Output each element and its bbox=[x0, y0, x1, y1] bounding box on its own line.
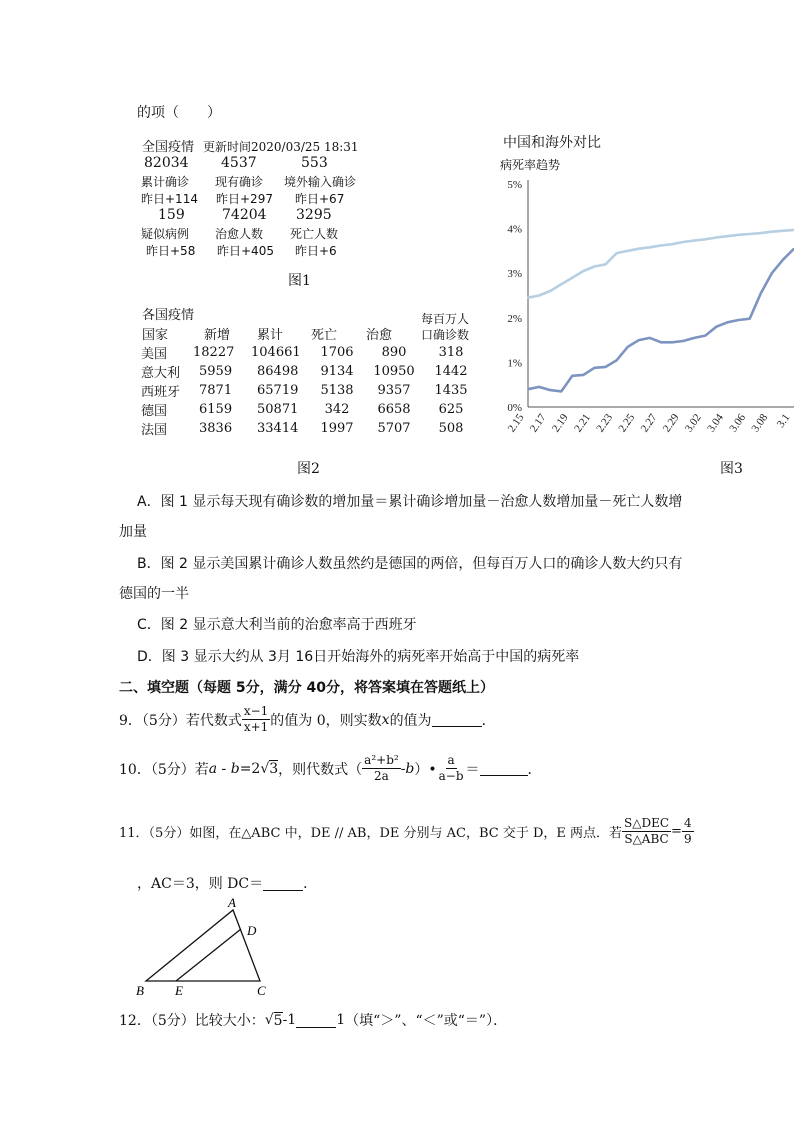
table-cell: 5138 bbox=[320, 383, 354, 398]
q9-variable: x bbox=[381, 711, 390, 728]
data-point bbox=[638, 339, 640, 341]
data-point bbox=[638, 248, 640, 250]
table-cell: 18227 bbox=[193, 345, 235, 360]
table-cell: 德国 bbox=[141, 404, 168, 419]
q10-equals: =2 bbox=[239, 760, 261, 777]
data-point bbox=[549, 290, 551, 292]
table-cell: 318 bbox=[438, 345, 464, 360]
question-10 bbox=[119, 753, 542, 784]
y-tick-label: 3% bbox=[507, 268, 522, 281]
table-cell: 西班牙 bbox=[141, 385, 181, 400]
sqrt-symbol: √ bbox=[260, 760, 270, 777]
table-cell: 7871 bbox=[199, 383, 233, 398]
fig2-title: 各国疫情 bbox=[142, 308, 195, 323]
x-tick-label: 3.04 bbox=[705, 411, 726, 435]
fig1-value: 159 bbox=[158, 207, 185, 223]
x-tick-label: 2.29 bbox=[660, 411, 682, 435]
q9-text: 的值为 0，则实数 bbox=[270, 712, 382, 729]
fig1-value: 553 bbox=[301, 155, 328, 171]
question-11-cont bbox=[137, 873, 317, 893]
fig1-label: 现有确诊 bbox=[215, 175, 264, 189]
q10-equals-2: ＝ bbox=[465, 761, 480, 778]
fig2-header-country: 国家 bbox=[142, 328, 169, 343]
label-b: B bbox=[136, 983, 144, 998]
y-tick-label: 1% bbox=[507, 357, 522, 370]
data-point bbox=[738, 234, 740, 236]
table-cell: 6658 bbox=[377, 402, 411, 417]
fraction-denominator: 2a bbox=[374, 769, 389, 783]
question-12 bbox=[119, 1010, 507, 1030]
data-point bbox=[627, 346, 629, 348]
option-b: B．图 2 显示美国累计确诊人数虽然约是德国的两倍，但每百万人口的确诊人数大约只有 bbox=[137, 556, 683, 572]
label-d: D bbox=[247, 923, 257, 938]
fraction-denominator: S△ABC bbox=[624, 832, 669, 846]
chart-subtitle: 病死率趋势 bbox=[500, 158, 561, 172]
table-cell: 65719 bbox=[257, 383, 299, 398]
option-b-cont: 德国的一半 bbox=[119, 586, 189, 602]
data-point bbox=[693, 240, 695, 242]
fraction-numerator: a bbox=[447, 753, 455, 767]
fig1-update-time: 更新时间2020/03/25 18:31 bbox=[203, 140, 359, 154]
data-point bbox=[571, 375, 573, 377]
q11-text: 11．（5分）如图，在△ABC 中，DE // AB，DE 分别与 AC，BC 交于 D，E 两点．若 bbox=[119, 826, 623, 841]
data-point bbox=[716, 326, 718, 328]
section-heading: 二、填空题（每题 5分，满分 40分，将答案填在答题纸上） bbox=[119, 680, 494, 696]
data-point bbox=[671, 341, 673, 343]
data-point bbox=[738, 319, 740, 321]
table-cell: 6159 bbox=[199, 402, 233, 417]
fig1-delta: 昨日+297 bbox=[216, 192, 273, 206]
fig2-caption: 图2 bbox=[297, 461, 320, 477]
segment-de bbox=[176, 929, 241, 981]
q9-text: 的值为 bbox=[389, 712, 432, 729]
fig1-delta: 昨日+405 bbox=[217, 244, 274, 258]
fig1-value: 3295 bbox=[296, 207, 332, 223]
fig2-header-per-million-2: 口确诊数 bbox=[421, 328, 470, 342]
table-row bbox=[141, 381, 479, 400]
data-point bbox=[716, 237, 718, 239]
q10-minus: - bbox=[400, 760, 406, 777]
data-point bbox=[560, 283, 562, 285]
fig1-delta: 昨日+6 bbox=[295, 244, 337, 258]
fraction-numerator: S△DEC bbox=[624, 816, 670, 830]
triangle-diagram bbox=[130, 893, 280, 1003]
data-point bbox=[560, 390, 562, 392]
data-point bbox=[594, 266, 596, 268]
table-cell: 10950 bbox=[373, 364, 415, 379]
data-point bbox=[605, 366, 607, 368]
table-row bbox=[141, 362, 479, 381]
table-cell: 50871 bbox=[257, 402, 299, 417]
table-row bbox=[141, 400, 479, 419]
data-point bbox=[583, 270, 585, 272]
x-tick-label: 2.17 bbox=[527, 411, 549, 435]
table-cell: 法国 bbox=[141, 423, 168, 438]
data-point bbox=[594, 367, 596, 369]
table-cell: 1706 bbox=[320, 345, 354, 360]
table-cell: 1435 bbox=[434, 383, 468, 398]
answer-blank[interactable] bbox=[263, 876, 303, 891]
data-point bbox=[538, 386, 540, 388]
q9-fraction bbox=[242, 704, 270, 735]
data-point bbox=[605, 263, 607, 265]
question-9 bbox=[119, 704, 496, 735]
data-point bbox=[649, 246, 651, 248]
table-cell: 625 bbox=[438, 402, 464, 417]
q10-variable: b bbox=[405, 760, 415, 777]
y-tick-label: 4% bbox=[507, 223, 522, 236]
data-point bbox=[527, 388, 529, 390]
q12-text: 12．（5分）比较大小： bbox=[119, 1013, 265, 1029]
data-point bbox=[671, 243, 673, 245]
data-point bbox=[616, 359, 618, 361]
data-point bbox=[682, 241, 684, 243]
fig1-delta: 昨日+114 bbox=[141, 192, 198, 206]
data-point bbox=[660, 341, 662, 343]
table-cell: 3836 bbox=[199, 421, 233, 436]
data-point bbox=[682, 340, 684, 342]
question-11 bbox=[119, 816, 694, 847]
option-d: D．图 3 显示大约从 3月 16日开始海外的病死率开始高于中国的病死率 bbox=[137, 649, 580, 665]
fig1-caption: 图1 bbox=[288, 273, 311, 289]
fig1-label: 死亡人数 bbox=[290, 227, 339, 241]
q10-close: ）• bbox=[414, 761, 437, 778]
fig1-label: 疑似病例 bbox=[141, 227, 190, 241]
x-tick-label: 3.1 bbox=[774, 411, 793, 430]
series-line-1 bbox=[528, 230, 794, 298]
table-cell: 5959 bbox=[199, 364, 233, 379]
triangle-abc bbox=[146, 910, 260, 981]
data-point bbox=[727, 235, 729, 237]
q10-expression: a - b bbox=[208, 760, 240, 777]
answer-blank[interactable] bbox=[432, 712, 482, 727]
fig1-label: 累计确诊 bbox=[141, 175, 190, 189]
data-point bbox=[704, 238, 706, 240]
q11-text: ，AC＝3，则 DC＝ bbox=[137, 876, 264, 892]
y-tick-label: 0% bbox=[507, 402, 522, 414]
fraction-numerator: 4 bbox=[683, 816, 692, 830]
fig2-header-per-million-1: 每百万人 bbox=[421, 312, 470, 326]
option-c: C．图 2 显示意大利当前的治愈率高于西班牙 bbox=[137, 617, 417, 633]
q10-end: ． bbox=[527, 761, 542, 778]
label-e: E bbox=[175, 983, 183, 998]
data-point bbox=[627, 250, 629, 252]
x-tick-label: 3.02 bbox=[682, 411, 704, 435]
y-tick-label: 2% bbox=[507, 312, 522, 325]
data-point bbox=[782, 259, 784, 261]
data-point bbox=[771, 272, 773, 274]
label-c: C bbox=[257, 983, 266, 998]
answer-blank[interactable] bbox=[296, 1013, 336, 1028]
fig2-header-deaths: 死亡 bbox=[311, 328, 338, 343]
fig2-header-cured: 治愈 bbox=[366, 328, 393, 343]
q10-text: 10．（5分）若 bbox=[119, 761, 209, 778]
q9-end: ． bbox=[481, 712, 496, 729]
data-point bbox=[760, 232, 762, 234]
q10-fraction-2 bbox=[437, 753, 466, 784]
fig2-header-total: 累计 bbox=[257, 328, 284, 343]
x-tick-label: 2.15 bbox=[505, 411, 527, 435]
q11-ratio-value bbox=[682, 816, 694, 847]
option-a-cont: 加量 bbox=[119, 524, 147, 540]
table-cell: 104661 bbox=[251, 345, 301, 360]
q11-end: ． bbox=[303, 876, 318, 892]
x-tick-label: 2.21 bbox=[572, 411, 593, 435]
fraction-numerator: a²+b² bbox=[364, 753, 399, 767]
q12-minus: -1 bbox=[282, 1012, 297, 1028]
radicand: 5 bbox=[273, 1012, 283, 1029]
data-point bbox=[749, 233, 751, 235]
fig2-table bbox=[141, 343, 479, 438]
x-tick-label: 3.06 bbox=[727, 411, 749, 435]
table-cell: 890 bbox=[381, 345, 407, 360]
fraction-numerator: x−1 bbox=[243, 704, 269, 718]
data-point bbox=[693, 337, 695, 339]
fig1-label: 境外输入确诊 bbox=[284, 175, 357, 189]
table-cell: 9357 bbox=[377, 383, 411, 398]
x-tick-label: 2.23 bbox=[594, 411, 616, 435]
table-cell: 美国 bbox=[141, 347, 168, 362]
sqrt-symbol: √ bbox=[264, 1012, 274, 1028]
table-cell: 9134 bbox=[320, 364, 354, 379]
q10-fraction-1 bbox=[362, 753, 401, 784]
data-point bbox=[771, 231, 773, 233]
option-a: A．图 1 显示每天现有确诊数的增加量＝累计确诊增加量－治愈人数增加量－死亡人数增 bbox=[137, 494, 683, 510]
data-point bbox=[749, 318, 751, 320]
x-tick-label: 2.25 bbox=[616, 411, 638, 435]
fig1-value: 74204 bbox=[222, 207, 267, 223]
q12-text: （填“＞”、“＜”或“＝”）． bbox=[345, 1013, 508, 1029]
data-point bbox=[660, 245, 662, 247]
data-point bbox=[616, 252, 618, 254]
fig1-delta: 昨日+67 bbox=[295, 192, 345, 206]
table-cell: 1442 bbox=[434, 364, 468, 379]
chart-title: 中国和海外对比 bbox=[503, 135, 601, 151]
data-point bbox=[649, 337, 651, 339]
table-cell: 86498 bbox=[257, 364, 299, 379]
data-point bbox=[704, 335, 706, 337]
table-cell: 1997 bbox=[320, 421, 354, 436]
x-tick-label: 3.08 bbox=[749, 411, 771, 435]
series-line-2 bbox=[528, 249, 794, 392]
q9-text: 9．（5分）若代数式 bbox=[119, 712, 242, 729]
q12-one: 1 bbox=[336, 1012, 346, 1028]
data-point bbox=[782, 230, 784, 232]
data-point bbox=[583, 374, 585, 376]
fraction-denominator: x+1 bbox=[243, 720, 269, 734]
table-cell: 5707 bbox=[377, 421, 411, 436]
table-cell: 33414 bbox=[257, 421, 299, 436]
q10-text: ，则代数式（ bbox=[278, 761, 363, 778]
table-row bbox=[141, 419, 479, 438]
line-chart bbox=[490, 170, 794, 450]
radicand: 3 bbox=[269, 761, 279, 777]
y-tick-label: 5% bbox=[507, 179, 522, 191]
data-point bbox=[727, 321, 729, 323]
fig1-value: 82034 bbox=[144, 155, 189, 171]
x-tick-label: 2.19 bbox=[549, 411, 571, 435]
x-tick-label: 2.27 bbox=[638, 411, 660, 435]
fig1-header: 全国疫情 bbox=[142, 140, 195, 155]
table-row bbox=[141, 343, 479, 362]
fraction-denominator: a−b bbox=[438, 769, 464, 783]
fig1-value: 4537 bbox=[221, 155, 257, 171]
fraction-denominator: 9 bbox=[683, 832, 692, 846]
data-point bbox=[549, 389, 551, 391]
question-stem-tail: 的项（ ） bbox=[137, 105, 221, 121]
data-point bbox=[571, 277, 573, 279]
data-point bbox=[760, 292, 762, 294]
fig1-delta: 昨日+58 bbox=[146, 244, 196, 258]
q11-area-ratio bbox=[622, 816, 671, 847]
table-cell: 342 bbox=[324, 402, 350, 417]
data-point bbox=[538, 295, 540, 297]
answer-blank[interactable] bbox=[480, 761, 528, 776]
fig2-header-new: 新增 bbox=[204, 328, 231, 343]
table-cell: 意大利 bbox=[141, 366, 181, 381]
label-a: A bbox=[228, 895, 236, 910]
data-point bbox=[527, 297, 529, 299]
q11-equals: = bbox=[671, 824, 682, 839]
fig3-caption: 图3 bbox=[720, 461, 743, 477]
table-cell: 508 bbox=[438, 421, 464, 436]
fig1-label: 治愈人数 bbox=[215, 227, 264, 241]
